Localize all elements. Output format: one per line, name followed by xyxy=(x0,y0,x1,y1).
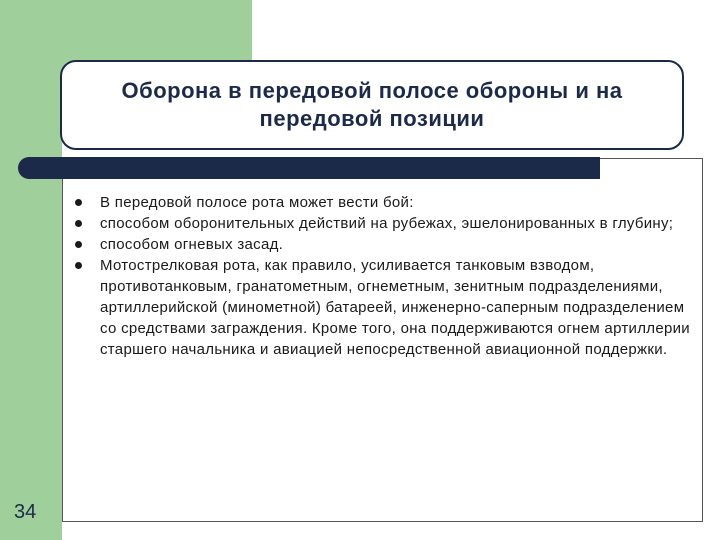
left-green-strip xyxy=(0,0,62,540)
title-box xyxy=(60,60,684,150)
slide-title: Оборона в передовой полосе обороны и на передовой позиции xyxy=(121,78,623,131)
bullet-list xyxy=(74,192,694,360)
bullet-text: способом оборонительных действий на рубежах, эшелонированных в глубину; xyxy=(100,215,674,232)
list-item xyxy=(74,234,694,255)
bullet-text: способом огневых засад. xyxy=(100,236,284,253)
list-item xyxy=(74,192,694,213)
page-number: 34 xyxy=(14,501,37,523)
bullet-text: Мотострелковая рота, как правило, усиливается танковым взводом, противотанковым, гранатометным, огнеметным, зенитным подразделениями, артиллерийской (минометной) батареей, инженерно-саперным подразделением со средствами заграждения. Кроме того, она поддерживаются огнем артиллерии старшего начальника и авиацией непосредственной авиационной поддержки. xyxy=(100,257,690,358)
bullet-dot-icon xyxy=(74,192,100,213)
bullet-text: В передовой полосе рота может вести бой: xyxy=(100,194,414,211)
list-item xyxy=(74,255,694,360)
bullet-dot-icon xyxy=(74,213,100,234)
bullet-dot-icon xyxy=(74,234,100,255)
title-divider-bar xyxy=(18,157,600,179)
bullet-dot-icon xyxy=(74,255,100,360)
list-item xyxy=(74,213,694,234)
